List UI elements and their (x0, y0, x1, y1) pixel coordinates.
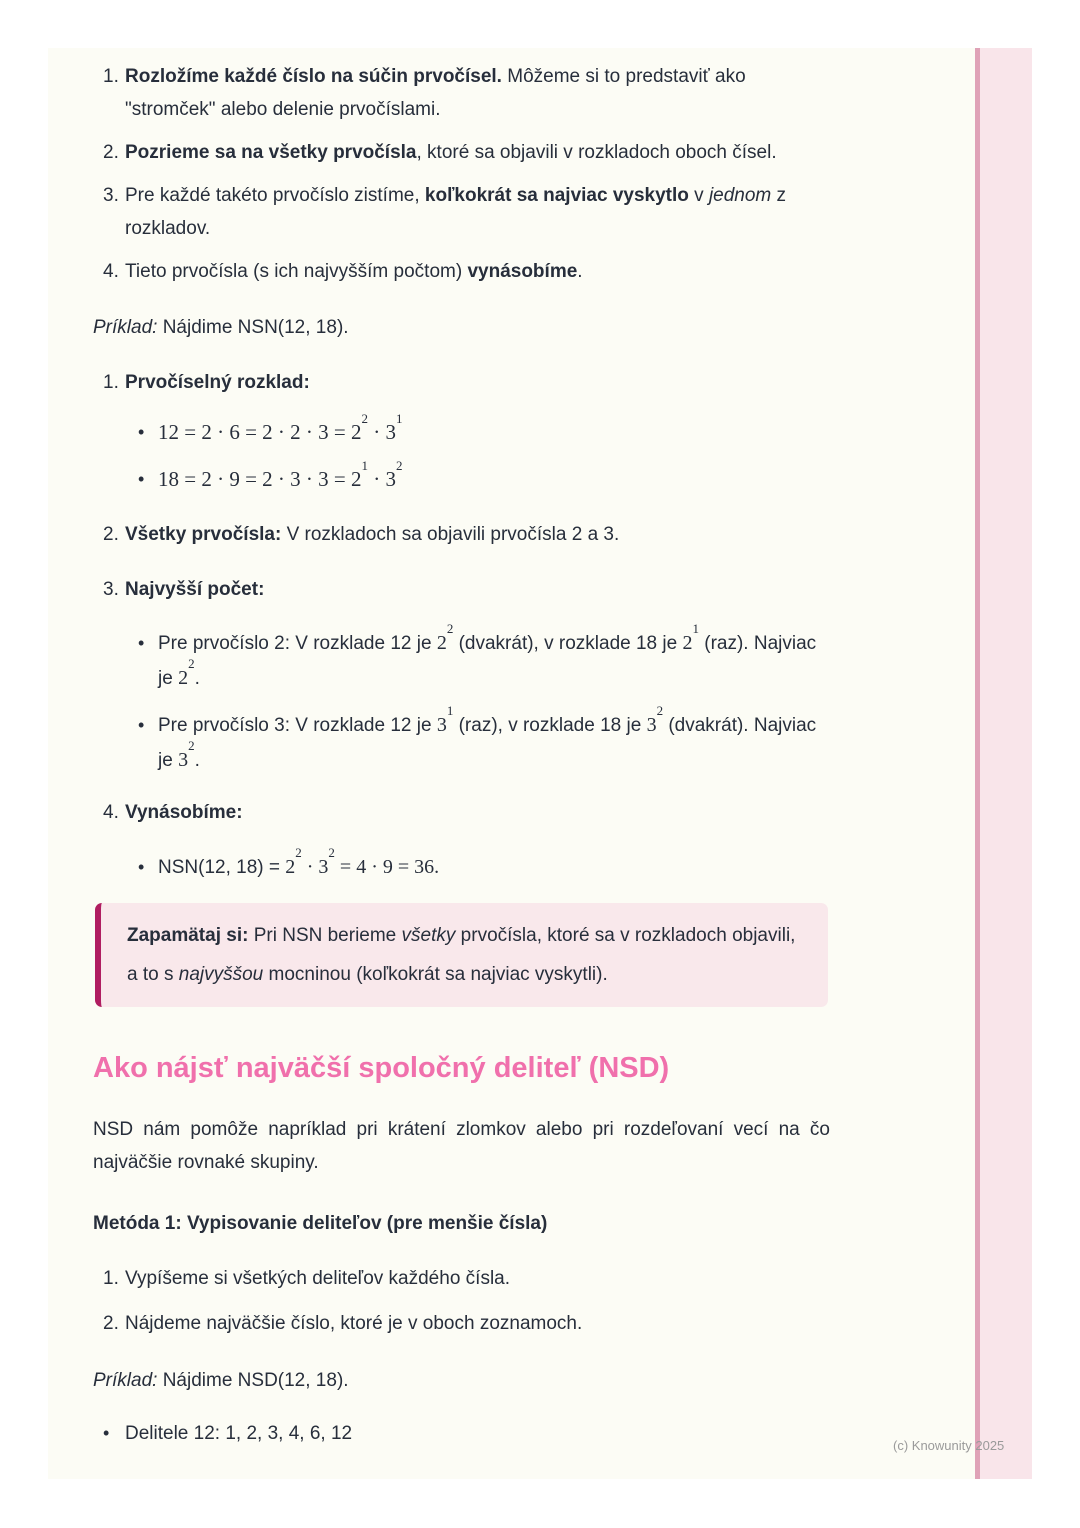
list-item-text: Pozrieme sa na všetky prvočísla, ktoré sa objavili v rozkladoch oboch čísel. (125, 142, 777, 163)
bullet-marker: • (138, 469, 145, 489)
list-item (93, 1307, 830, 1340)
list-item (93, 136, 830, 169)
nsd-section-heading: Ako nájsť najväčší spoločný deliteľ (NSD) (93, 1052, 670, 1084)
math-power: $3^1$ (436, 703, 454, 736)
list-item (93, 1262, 830, 1295)
math-factorization-12: $12 = 2 \cdot 6 = 2 \cdot 2 \cdot 3 = 2^2 \cdot 3^1$ (158, 411, 403, 444)
list-marker: 1. (103, 372, 119, 393)
bullet-marker: • (103, 1423, 110, 1443)
list-marker: 2. (103, 524, 119, 545)
math-power: $2^2$ (436, 621, 454, 654)
math-power: $3^2$ (646, 703, 664, 736)
list-item-text: Prvočíselný rozklad: (125, 372, 310, 393)
math-power: $2^2 \cdot 3^2 = 4 \cdot 9 = 36$. (285, 845, 440, 878)
list-marker: 2. (103, 1313, 119, 1334)
list-item (93, 60, 830, 126)
math-nsn-result: NSN(12, $18) = 2^2 \cdot 3^2 = 4 \cdot 9 = 36$. (158, 845, 440, 878)
nsd-method-steps-list (93, 1262, 830, 1340)
bullet-marker: • (138, 715, 145, 735)
nsn-example-intro: Príklad: Nájdime NSN(12, 18). (93, 317, 349, 338)
list-item-text: Delitele 12: 1, 2, 3, 4, 6, 12 (125, 1423, 353, 1444)
list-item-text: Pre prvočíslo 2: V rozklade 12 je $2^2$ (dvakrát), v rozklade 18 je $2^1$ (raz). Najviac je $2^2$. (158, 621, 817, 689)
list-item (93, 1417, 830, 1450)
bullet-marker: • (138, 633, 145, 653)
nsn-example-steps-list (93, 366, 830, 884)
nsd-method1-heading: Metóda 1: Vypisovanie deliteľov (pre menšie čísla) (93, 1213, 548, 1234)
callout-lead: Zapamätaj si: (127, 925, 249, 946)
bullet-marker: • (138, 422, 145, 442)
remember-callout: Zapamätaj si: Pri NSN berieme všetky prvočísla, ktoré sa v rozkladoch objavili, a to s najvyššou mocninou (koľkokrát sa najviac vyskytli). (95, 903, 828, 1007)
nsd-intro-paragraph: NSD nám pomôže napríklad pri krátení zlomkov alebo pri rozdeľovaní vecí na čo najväčšie rovnaké skupiny. (93, 1119, 830, 1173)
bullet-marker: • (138, 857, 145, 877)
list-item-text: Všetky prvočísla: V rozkladoch sa objavili prvočísla 2 a 3. (125, 524, 620, 545)
document-page-card (48, 48, 1032, 1479)
list-item (93, 845, 830, 884)
knowunity-watermark: (c) Knowunity 2025 (893, 1438, 1005, 1453)
list-item (93, 458, 830, 496)
list-marker: 3. (103, 579, 119, 600)
list-item-text: Nájdeme najväčšie číslo, ktoré je v oboch zoznamoch. (125, 1313, 583, 1334)
math-power: $2^2$ (178, 656, 195, 689)
list-item (93, 796, 830, 829)
list-item (93, 255, 830, 288)
result-sublist (93, 845, 830, 884)
page-content (93, 48, 830, 1450)
highest-power-sublist (93, 621, 830, 778)
list-item-text: Pre každé takéto prvočíslo zistíme, koľkokrát sa najviac vyskytlo v jednom z rozkladov. (125, 185, 787, 239)
math-factorization-18: $18 = 2 \cdot 9 = 2 \cdot 3 \cdot 3 = 2^1 \cdot 3^2$ (158, 458, 403, 491)
list-item (93, 518, 830, 551)
list-item (93, 621, 830, 696)
list-item-text: Pre prvočíslo 3: V rozklade 12 je $3^1$ (raz), v rozklade 18 je $3^2$ (dvakrát). Najviac je $3^2$. (158, 703, 817, 771)
list-marker: 1. (103, 66, 119, 87)
list-item-text: Tieto prvočísla (s ich najvyšším počtom) vynásobíme. (125, 261, 583, 282)
math-power: $2^1$ (682, 621, 699, 654)
nsd-example-intro: Príklad: Nájdime NSD(12, 18). (93, 1370, 349, 1391)
list-item (93, 179, 830, 245)
example-label: Príklad: (93, 1370, 158, 1391)
list-item (93, 573, 830, 606)
list-marker: 1. (103, 1268, 119, 1289)
math-power: $3^2$ (178, 738, 195, 771)
list-marker: 2. (103, 142, 119, 163)
list-marker: 3. (103, 185, 119, 206)
list-item (93, 366, 830, 399)
nsn-method-steps-list (93, 60, 830, 288)
example-label: Príklad: (93, 317, 158, 338)
list-item-text: Rozložíme každé číslo na súčin prvočísel. Môžeme si to predstaviť ako "stromček" alebo delenie prvočíslami. (125, 66, 746, 120)
right-accent-stripe (975, 48, 1032, 1479)
list-item (93, 703, 830, 778)
list-item-text: Vynásobíme: (125, 802, 243, 823)
list-item (93, 411, 830, 449)
list-marker: 4. (103, 261, 119, 282)
factorization-sublist (93, 411, 830, 496)
divisors-list (93, 1417, 830, 1450)
list-marker: 4. (103, 802, 119, 823)
list-item-text: Vypíšeme si všetkých deliteľov každého čísla. (125, 1268, 511, 1289)
list-item-text: Najvyšší počet: (125, 579, 265, 600)
